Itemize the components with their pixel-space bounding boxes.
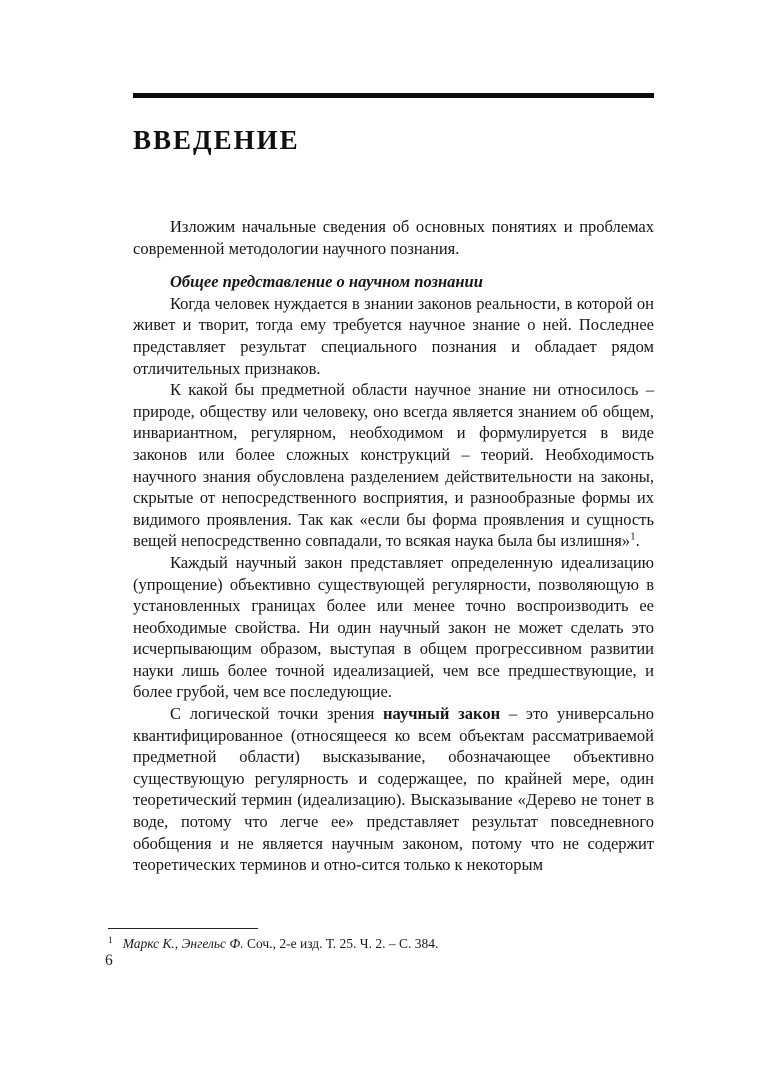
paragraph-text: К какой бы предметной области научное знание ни относилось – природе, обществу или человеку, оно всегда является знанием об общем, инвариантном, регулярном, необходимом и формулируется в виде законов или более сложных конструкций – теорий. Необходимость научного знания обусловлена разделением действительности на законы, скрытые от непосредственного восприятия, и разнообразные формы их видимого проявления. Так как «если бы форма проявления и сущность вещей непосредственно совпадали, то всякая наука была бы излишня» — [133, 380, 654, 551]
page-number: 6 — [105, 952, 113, 969]
bold-term: научный закон — [383, 704, 501, 724]
paragraph-text: – это универсально квантифицированное (относящееся ко всем объектам рассматриваемой предметной области) высказывание, обозначающее объективно существующую регулярность и содержащее, по крайней мере, один теоретический термин (идеализацию). Высказывание «Дерево не тонет в воде, потому что легче ее» представляет результат повседневного обобщения и не является научным законом, потому что не содержит теоретических терминов и отно-сится только к некоторым — [133, 704, 654, 875]
footnote — [108, 935, 654, 952]
footnote-block — [108, 928, 654, 952]
footnote-separator — [108, 928, 258, 929]
paragraph-text: С логической точки зрения — [170, 704, 384, 724]
paragraph — [133, 703, 654, 876]
footnote-authors: Маркс К., Энгельс Ф. — [122, 936, 244, 951]
paragraph: Когда человек нуждается в знании законов реальности, в которой он живет и творит, тогда ему требуется научное знание о ней. Последнее представляет результат специального познания и обладает рядом отличительных признаков. — [133, 293, 654, 378]
footnote-reference: 1 — [630, 530, 636, 543]
paragraph — [133, 379, 654, 552]
footnote-text: Соч., 2-е изд. Т. 25. Ч. 2. – С. 384. — [247, 936, 439, 951]
top-rule — [133, 93, 654, 98]
intro-paragraph: Изложим начальные сведения об основных понятиях и проблемах современной методологии научного познания. — [133, 217, 654, 258]
page-content — [133, 93, 654, 876]
paragraph-text: . — [635, 531, 640, 551]
paragraph: Каждый научный закон представляет определенную идеализацию (упрощение) объективно существующей регулярности, позволяющую в установленных границах более или менее точно воспроизводить ее необходимые свойства. Ни один научный закон не может сделать это исчерпывающим образом, выступая в общем прогрессивном развитии науки лишь более точной идеализацией, чем все предшествующие, и более грубой, чем все последующие. — [133, 552, 654, 702]
section-heading: Общее представление о научном познании — [170, 272, 483, 292]
footnote-marker: 1 — [108, 935, 113, 946]
chapter-title: ВВЕДЕНИЕ — [133, 125, 300, 155]
